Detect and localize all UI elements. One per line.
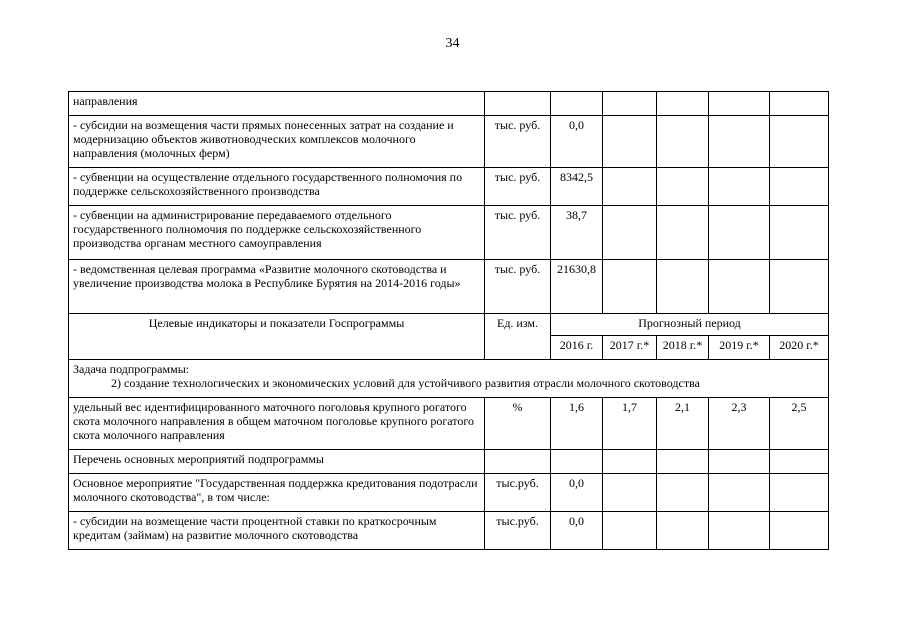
indicator-value: 2,3 — [709, 398, 770, 450]
row-unit: тыс. руб. — [485, 260, 551, 314]
row-text: Основное мероприятие "Государственная поддержка кредитования подотрасли молочного скотоводства", в том числе: — [69, 474, 485, 512]
year-header: 2016 г. — [551, 336, 603, 360]
year-header: 2017 г.* — [603, 336, 657, 360]
row-text: - субсидии на возмещение части процентной ставки по краткосрочным кредитам (займам) на развитие молочного скотоводства — [69, 512, 485, 550]
table-row — [69, 116, 829, 168]
row-unit — [485, 92, 551, 116]
task-row — [69, 360, 829, 398]
row-value-2016: 0,0 — [551, 474, 603, 512]
table-row — [69, 168, 829, 206]
row-value-2016: 8342,5 — [551, 168, 603, 206]
task-cell — [69, 360, 829, 398]
header-row — [69, 314, 829, 336]
row-value-2016: 0,0 — [551, 512, 603, 550]
row-value-2016: 0,0 — [551, 116, 603, 168]
row-unit: тыс. руб. — [485, 168, 551, 206]
task-title: Задача подпрограммы: — [73, 362, 190, 376]
indicator-text: удельный вес идентифицированного маточного поголовья крупного рогатого скота молочного направления в общем маточном поголовье крупного рогатого скота молочного направления — [69, 398, 485, 450]
row-unit: тыс. руб. — [485, 116, 551, 168]
forecast-period-header: Прогнозный период — [551, 314, 829, 336]
row-text: - субвенции на осуществление отдельного государственного полномочия по поддержке сельскохозяйственного производства — [69, 168, 485, 206]
table-row — [69, 206, 829, 260]
row-unit: тыс. руб. — [485, 206, 551, 260]
row-text: - субсидии на возмещения части прямых понесенных затрат на создание и модернизацию объектов животноводческих комплексов молочного направления (молочных ферм) — [69, 116, 485, 168]
indicators-header: Целевые индикаторы и показатели Госпрограммы — [69, 314, 485, 360]
row-text: - ведомственная целевая программа «Развитие молочного скотоводства и увеличение производства молока в Республике Бурятия на 2014-2016 годы» — [69, 260, 485, 314]
year-header: 2019 г.* — [709, 336, 770, 360]
table-row — [69, 474, 829, 512]
row-text: - субвенции на администрирование передаваемого отдельного государственного полномочия по поддержке сельскохозяйственного производства органам местного самоуправления — [69, 206, 485, 260]
indicator-value: 1,7 — [603, 398, 657, 450]
row-value-2016 — [551, 92, 603, 116]
table-row — [69, 92, 829, 116]
page-number: 34 — [445, 36, 460, 51]
indicator-value: 2,5 — [770, 398, 829, 450]
table-row — [69, 512, 829, 550]
row-unit: тыс.руб. — [485, 474, 551, 512]
year-header: 2020 г.* — [770, 336, 829, 360]
indicator-row — [69, 398, 829, 450]
program-table — [68, 91, 829, 550]
row-value-2016: 21630,8 — [551, 260, 603, 314]
indicator-value: 1,6 — [551, 398, 603, 450]
table-row — [69, 260, 829, 314]
row-value-2016: 38,7 — [551, 206, 603, 260]
measures-title: Перечень основных мероприятий подпрограммы — [69, 450, 485, 474]
row-text: направления — [69, 92, 485, 116]
indicator-value: 2,1 — [657, 398, 709, 450]
row-unit: тыс.руб. — [485, 512, 551, 550]
task-description: 2) создание технологических и экономических условий для устойчивого развития отрасли молочного скотоводства — [111, 376, 700, 390]
table-row — [69, 450, 829, 474]
year-header: 2018 г.* — [657, 336, 709, 360]
unit-header: Ед. изм. — [485, 314, 551, 360]
indicator-unit: % — [485, 398, 551, 450]
